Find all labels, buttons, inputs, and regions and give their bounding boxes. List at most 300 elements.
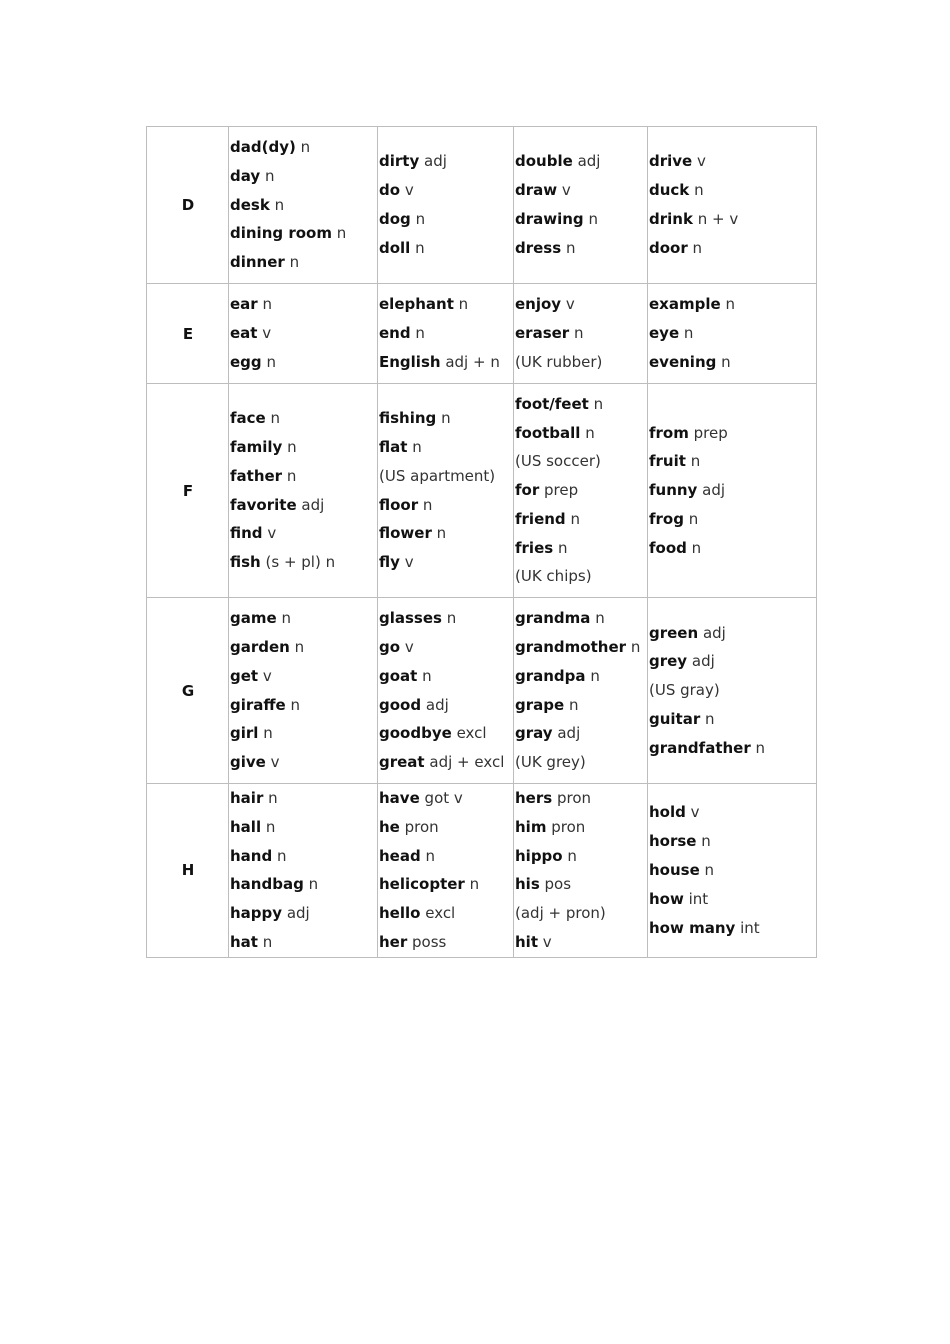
- part-of-speech: adj: [301, 495, 325, 514]
- word: her: [379, 932, 408, 951]
- part-of-speech: n: [567, 846, 577, 865]
- word: grandmother: [515, 637, 627, 656]
- part-of-speech: n: [415, 238, 425, 257]
- word: horse: [649, 832, 697, 851]
- word-entry: [230, 633, 377, 662]
- part-of-speech: pron: [551, 817, 586, 836]
- part-of-speech: v: [404, 181, 414, 200]
- word-entry: [230, 491, 377, 520]
- part-of-speech: n: [590, 666, 600, 685]
- word-entry: [379, 748, 513, 777]
- word-entry: [649, 290, 816, 319]
- part-of-speech: prep: [544, 481, 579, 500]
- part-of-speech: n: [300, 138, 311, 156]
- table-row: [147, 284, 817, 384]
- word-entry: [379, 691, 513, 720]
- part-of-speech: n: [570, 509, 580, 528]
- variant-note: (US apartment): [379, 466, 496, 485]
- word-entry: [230, 662, 377, 691]
- word: house: [649, 860, 700, 879]
- word-entry: [515, 476, 647, 505]
- word: his: [515, 875, 540, 894]
- word: grandma: [515, 609, 591, 628]
- word-entry: [649, 147, 816, 176]
- word-entry: [379, 205, 513, 234]
- word-cell: [514, 784, 648, 958]
- part-of-speech: v: [542, 932, 552, 951]
- word-entry: [649, 734, 816, 763]
- word-cell: [378, 598, 514, 784]
- word: girl: [230, 724, 259, 743]
- part-of-speech: n: [308, 875, 319, 894]
- part-of-speech: v: [267, 524, 277, 543]
- word-entry: [515, 419, 647, 448]
- word-cell: [229, 284, 378, 384]
- word-entry: [379, 842, 513, 871]
- word: floor: [379, 495, 419, 514]
- word: how many: [649, 918, 736, 937]
- word-entry: [515, 633, 647, 662]
- word-entry: [649, 234, 816, 263]
- word-entry: [379, 234, 513, 263]
- word-cell: [648, 284, 817, 384]
- word-entry: [379, 899, 513, 928]
- word-entry: [230, 719, 377, 748]
- word-entry: [230, 870, 377, 899]
- part-of-speech: n: [691, 538, 702, 557]
- word: guitar: [649, 709, 701, 728]
- word-entry: [515, 784, 647, 813]
- word: dad(dy): [230, 138, 296, 156]
- word-entry: [515, 928, 647, 957]
- word-entry: [230, 784, 377, 813]
- variant-note: (UK chips): [515, 567, 592, 586]
- row-letter: F: [147, 384, 229, 598]
- word: drive: [649, 152, 693, 171]
- part-of-speech: n: [287, 437, 297, 456]
- word-entry: [649, 914, 816, 943]
- word: frog: [649, 509, 684, 528]
- part-of-speech: n: [692, 238, 703, 257]
- part-of-speech: adj + excl: [429, 753, 505, 772]
- word: for: [515, 481, 540, 500]
- part-of-speech: n: [422, 495, 433, 514]
- word-entry: [649, 447, 816, 476]
- part-of-speech: int: [740, 918, 760, 937]
- row-letter: H: [147, 784, 229, 958]
- part-of-speech: n: [265, 817, 276, 836]
- word-entry: [379, 870, 513, 899]
- word: hit: [515, 932, 538, 951]
- word-entry: [649, 827, 816, 856]
- part-of-speech: n: [270, 409, 281, 428]
- word: from: [649, 423, 689, 442]
- part-of-speech: pos: [544, 875, 572, 894]
- word: elephant: [379, 295, 454, 314]
- part-of-speech: pron: [556, 789, 592, 807]
- word-entry: [515, 390, 647, 419]
- word-cell: [378, 384, 514, 598]
- part-of-speech: n: [557, 538, 568, 557]
- part-of-speech: n: [277, 846, 287, 865]
- word: dress: [515, 238, 562, 257]
- part-of-speech: n: [446, 609, 457, 628]
- word-entry: [379, 147, 513, 176]
- word: hers: [515, 789, 553, 807]
- variant-note: (adj + pron): [515, 904, 606, 923]
- word: grape: [515, 695, 565, 714]
- word-entry: [515, 562, 647, 591]
- part-of-speech: n: [274, 195, 285, 214]
- variant-note: (UK grey): [515, 753, 586, 772]
- word: eraser: [515, 324, 570, 343]
- part-of-speech: n: [336, 224, 347, 243]
- word: dog: [379, 210, 411, 228]
- word-entry: [649, 885, 816, 914]
- part-of-speech: adj + n: [445, 352, 500, 371]
- part-of-speech: adj: [691, 652, 715, 671]
- word: day: [230, 166, 261, 185]
- part-of-speech: excl: [456, 724, 487, 743]
- word-entry: [515, 290, 647, 319]
- word-entry: [230, 219, 377, 248]
- word-entry: [515, 719, 647, 748]
- part-of-speech: int: [688, 889, 709, 908]
- word-entry: [515, 899, 647, 928]
- word-entry: [649, 534, 816, 563]
- variant-note: (US gray): [649, 681, 720, 700]
- word-entry: [379, 290, 513, 319]
- word-cell: [648, 384, 817, 598]
- word-entry: [515, 813, 647, 842]
- word: happy: [230, 904, 283, 923]
- word: goat: [379, 666, 418, 685]
- word: egg: [230, 352, 262, 371]
- word: hand: [230, 846, 273, 865]
- word-entry: [230, 162, 377, 191]
- word: good: [379, 695, 422, 714]
- word: enjoy: [515, 295, 562, 314]
- word: funny: [649, 481, 698, 500]
- word-entry: [515, 748, 647, 777]
- row-letter: D: [147, 127, 229, 284]
- word: fly: [379, 553, 400, 572]
- word: draw: [515, 181, 558, 200]
- word-entry: [230, 519, 377, 548]
- word: get: [230, 666, 259, 685]
- part-of-speech: n: [630, 637, 641, 656]
- word-cell: [229, 598, 378, 784]
- word: eat: [230, 324, 258, 343]
- part-of-speech: n: [294, 637, 305, 656]
- word: goodbye: [379, 724, 452, 743]
- part-of-speech: n: [262, 295, 272, 314]
- word-entry: [230, 548, 377, 577]
- part-of-speech: n: [725, 295, 735, 314]
- word: head: [379, 846, 421, 865]
- part-of-speech: n: [565, 238, 576, 257]
- word-entry: [379, 319, 513, 348]
- part-of-speech: n: [704, 860, 715, 879]
- word: dining room: [230, 224, 332, 243]
- word: example: [649, 295, 721, 314]
- part-of-speech: v: [565, 295, 575, 314]
- word: hold: [649, 803, 686, 822]
- table-row: [147, 784, 817, 958]
- part-of-speech: v: [690, 803, 700, 822]
- word: favorite: [230, 495, 297, 514]
- part-of-speech: n: [281, 609, 291, 628]
- word-entry: [230, 691, 377, 720]
- word-entry: [649, 319, 816, 348]
- word-entry: [515, 348, 647, 377]
- word: evening: [649, 352, 717, 371]
- word-entry: [515, 319, 647, 348]
- part-of-speech: n: [595, 609, 605, 628]
- word-entry: [515, 534, 647, 563]
- part-of-speech: v: [404, 553, 414, 572]
- word-entry: [515, 205, 647, 234]
- word-entry: [515, 176, 647, 205]
- word-entry: [515, 842, 647, 871]
- word-entry: [379, 519, 513, 548]
- word-entry: [230, 899, 377, 928]
- variant-note: (UK rubber): [515, 352, 603, 371]
- word-entry: [515, 662, 647, 691]
- word-entry: [379, 548, 513, 577]
- part-of-speech: n: [721, 352, 731, 371]
- part-of-speech: adj: [702, 623, 726, 642]
- word-entry: [230, 290, 377, 319]
- part-of-speech: n: [266, 352, 276, 371]
- part-of-speech: got v: [424, 789, 463, 807]
- word-entry: [230, 319, 377, 348]
- word-entry: [379, 928, 513, 957]
- row-letter: G: [147, 598, 229, 784]
- part-of-speech: n: [290, 695, 301, 714]
- part-of-speech: n: [415, 324, 425, 343]
- part-of-speech: prep: [693, 423, 728, 442]
- word: hat: [230, 932, 258, 951]
- variant-note: (US soccer): [515, 452, 601, 471]
- part-of-speech: n: [286, 466, 297, 485]
- word: grandfather: [649, 738, 751, 757]
- part-of-speech: n: [441, 409, 451, 428]
- word: foot/feet: [515, 394, 589, 413]
- word: flower: [379, 524, 432, 543]
- word: giraffe: [230, 695, 286, 714]
- word-entry: [649, 798, 816, 827]
- word-entry: [379, 404, 513, 433]
- part-of-speech: n: [573, 324, 584, 343]
- word: hello: [379, 904, 421, 923]
- word: drawing: [515, 210, 584, 228]
- word-cell: [648, 784, 817, 958]
- word-entry: [379, 491, 513, 520]
- word-entry: [230, 604, 377, 633]
- part-of-speech: adj: [424, 152, 447, 171]
- part-of-speech: n: [568, 695, 579, 714]
- part-of-speech: n: [701, 832, 711, 851]
- word: great: [379, 753, 425, 772]
- word-entry: [649, 205, 816, 234]
- word-entry: [649, 505, 816, 534]
- word-entry: [515, 870, 647, 899]
- word: handbag: [230, 875, 304, 894]
- word: grandpa: [515, 666, 586, 685]
- word: ear: [230, 295, 258, 314]
- word-entry: [649, 176, 816, 205]
- word-entry: [649, 705, 816, 734]
- part-of-speech: n: [268, 789, 278, 807]
- word-entry: [515, 691, 647, 720]
- word-cell: [514, 598, 648, 784]
- word: football: [515, 423, 581, 442]
- part-of-speech: v: [262, 324, 272, 343]
- part-of-speech: n: [262, 932, 273, 951]
- word-entry: [379, 633, 513, 662]
- word: end: [379, 324, 411, 343]
- word: game: [230, 609, 277, 628]
- word: fish: [230, 553, 261, 572]
- part-of-speech: pron: [404, 817, 439, 836]
- word-entry: [230, 462, 377, 491]
- part-of-speech: n: [289, 253, 300, 272]
- word-entry: [230, 748, 377, 777]
- word: door: [649, 238, 688, 257]
- word-entry: [649, 619, 816, 648]
- word: fries: [515, 538, 554, 557]
- part-of-speech: n: [705, 709, 715, 728]
- part-of-speech: adj: [286, 904, 310, 923]
- word-entry: [379, 813, 513, 842]
- word: duck: [649, 181, 690, 200]
- word-entry: [379, 604, 513, 633]
- word-entry: [515, 447, 647, 476]
- part-of-speech: n: [425, 846, 436, 865]
- word-entry: [379, 348, 513, 377]
- part-of-speech: n: [593, 394, 604, 413]
- word-entry: [649, 676, 816, 705]
- word: grey: [649, 652, 688, 671]
- word-cell: [229, 384, 378, 598]
- word: helicopter: [379, 875, 465, 894]
- word: desk: [230, 195, 270, 214]
- part-of-speech: v: [404, 637, 414, 656]
- word: face: [230, 409, 266, 428]
- part-of-speech: n: [683, 324, 694, 343]
- word: find: [230, 524, 263, 543]
- part-of-speech: n: [458, 295, 469, 314]
- word-entry: [379, 719, 513, 748]
- part-of-speech: n: [412, 437, 422, 456]
- part-of-speech: n: [585, 423, 595, 442]
- part-of-speech: n: [588, 210, 598, 228]
- word-entry: [649, 856, 816, 885]
- row-letter: E: [147, 284, 229, 384]
- part-of-speech: n: [694, 181, 704, 200]
- part-of-speech: adj: [577, 152, 601, 171]
- word-cell: [378, 784, 514, 958]
- word-cell: [378, 284, 514, 384]
- word-cell: [648, 127, 817, 284]
- word: eye: [649, 324, 680, 343]
- table-row: [147, 384, 817, 598]
- word-cell: [378, 127, 514, 284]
- word: hippo: [515, 846, 563, 865]
- word-entry: [230, 404, 377, 433]
- part-of-speech: excl: [425, 904, 456, 923]
- part-of-speech: v: [561, 181, 571, 200]
- word: family: [230, 437, 283, 456]
- word-entry: [230, 433, 377, 462]
- word: green: [649, 623, 699, 642]
- word: flat: [379, 437, 408, 456]
- word: have: [379, 789, 420, 807]
- word: drink: [649, 210, 693, 228]
- part-of-speech: adj: [425, 695, 449, 714]
- part-of-speech: n: [264, 166, 275, 185]
- word-entry: [230, 842, 377, 871]
- word-entry: [649, 647, 816, 676]
- word: go: [379, 637, 401, 656]
- word: English: [379, 352, 441, 371]
- word-entry: [515, 147, 647, 176]
- word-entry: [515, 505, 647, 534]
- word-entry: [379, 662, 513, 691]
- part-of-speech: v: [697, 152, 706, 171]
- word-entry: [230, 813, 377, 842]
- word-entry: [379, 176, 513, 205]
- word: doll: [379, 238, 411, 257]
- table-row: [147, 598, 817, 784]
- word: do: [379, 181, 401, 200]
- part-of-speech: n: [415, 210, 426, 228]
- word-entry: [649, 476, 816, 505]
- word-entry: [379, 462, 513, 491]
- part-of-speech: n: [690, 452, 701, 471]
- word: fruit: [649, 452, 686, 471]
- part-of-speech: n: [436, 524, 447, 543]
- word: he: [379, 817, 400, 836]
- vocabulary-table: [146, 126, 817, 958]
- word: glasses: [379, 609, 442, 628]
- word-entry: [230, 348, 377, 377]
- part-of-speech: n: [469, 875, 480, 894]
- word-cell: [229, 784, 378, 958]
- word: him: [515, 817, 547, 836]
- word: hair: [230, 789, 264, 807]
- word: how: [649, 889, 684, 908]
- word: give: [230, 753, 266, 772]
- part-of-speech: poss: [412, 932, 447, 951]
- word-entry: [230, 133, 377, 162]
- word: hall: [230, 817, 262, 836]
- word-cell: [229, 127, 378, 284]
- word: double: [515, 152, 573, 171]
- part-of-speech: n: [422, 666, 432, 685]
- word-entry: [649, 348, 816, 377]
- word-cell: [514, 127, 648, 284]
- word-entry: [649, 419, 816, 448]
- part-of-speech: adj: [557, 724, 581, 743]
- word-entry: [515, 234, 647, 263]
- table-row: [147, 127, 817, 284]
- word-entry: [230, 248, 377, 277]
- word: dirty: [379, 152, 420, 171]
- part-of-speech: n: [688, 509, 699, 528]
- word-cell: [648, 598, 817, 784]
